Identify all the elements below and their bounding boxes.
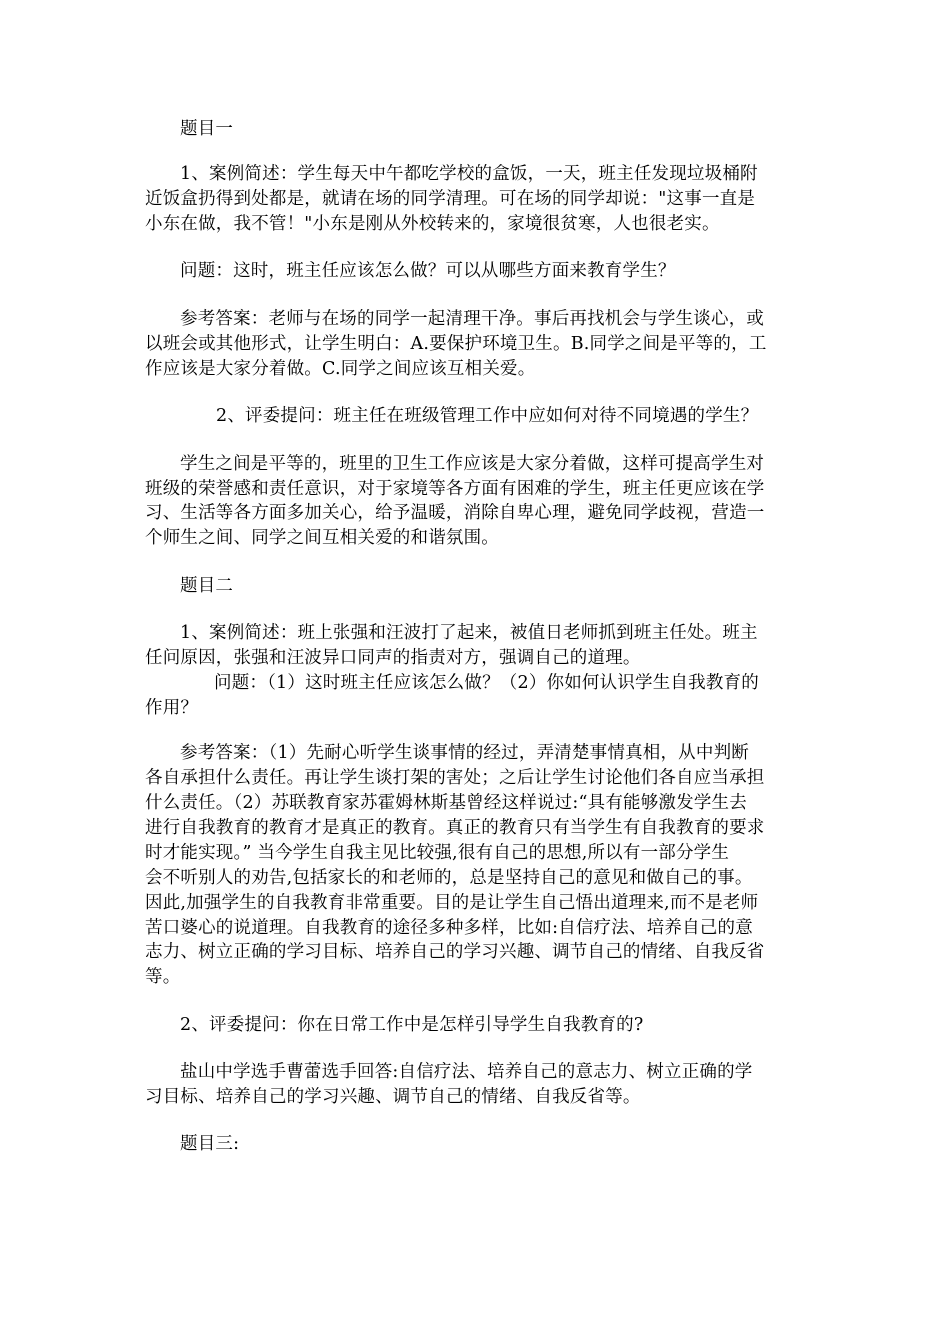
q1-answer-line-3: 作应该是大家分着做。C.同学之间应该互相关爱。 — [145, 359, 536, 379]
q1-case-line-3: 小东在做，我不管！"小东是刚从外校转来的，家境很贫寒，人也很老实。 — [145, 214, 720, 234]
q1-case-line-2: 近饭盒扔得到处都是，就请在场的同学清理。可在场的同学却说："这事一直是 — [145, 189, 756, 209]
q2-answer-line-6: 会不听别人的劝告,包括家长的和老师的，总是坚持自己的意见和做自己的事。 — [145, 868, 753, 888]
q2-reply-line-1: 盐山中学选手曹蕾选手回答:自信疗法、培养自己的意志力、树立正确的学 — [180, 1062, 753, 1082]
q2-answer-line-1: 参考答案：（1）先耐心听学生谈事情的经过，弄清楚事情真相，从中判断 — [180, 743, 749, 763]
q2-answer-line-10: 等。 — [145, 967, 181, 987]
q2-judge-question: 2、评委提问：你在日常工作中是怎样引导学生自我教育的? — [180, 1015, 644, 1035]
q1-answer-line-2: 以班会或其他形式，让学生明白：A.要保护环境卫生。B.同学之间是平等的，工 — [145, 334, 767, 354]
q2-answer-line-7: 因此,加强学生的自我教育非常重要。目的是让学生自己悟出道理来,而不是老师 — [145, 893, 759, 913]
section-heading-3: 题目三: — [180, 1134, 240, 1154]
q2-answer-line-8: 苦口婆心的说道理。自我教育的途径多种多样，比如:自信疗法、培养自己的意 — [145, 918, 753, 938]
q2-case-line-2: 任问原因，张强和汪波异口同声的指责对方，强调自己的道理。 — [145, 648, 641, 668]
q2-answer-line-9: 志力、树立正确的学习目标、培养自己的学习兴趣、调节自己的情绪、自我反省 — [145, 942, 765, 962]
q1-reply-line-1: 学生之间是平等的，班里的卫生工作应该是大家分着做，这样可提高学生对 — [180, 454, 765, 474]
q2-answer-line-3: 什么责任。（2）苏联教育家苏霍姆林斯基曾经这样说过:“具有能够激发学生去 — [145, 793, 747, 813]
q2-answer-line-5: 时才能实现。” 当今学生自我主见比较强,很有自己的思想,所以有一部分学生 — [145, 843, 730, 863]
q1-judge-question: 2、评委提问：班主任在班级管理工作中应如何对待不同境遇的学生？ — [216, 406, 759, 426]
q1-answer-line-1: 参考答案：老师与在场的同学一起清理干净。事后再找机会与学生谈心，或 — [180, 309, 765, 329]
q1-reply-line-4: 个师生之间、同学之间互相关爱的和谐氛围。 — [145, 528, 499, 548]
q2-answer-line-4: 进行自我教育的教育才是真正的教育。真正的教育只有当学生有自我教育的要求 — [145, 818, 765, 838]
q2-case-line-1: 1、案例简述：班上张强和汪波打了起来，被值日老师抓到班主任处。班主 — [180, 623, 758, 643]
q2-question-line-2: 作用？ — [145, 698, 199, 718]
section-heading-1: 题目一 — [180, 119, 234, 139]
q1-question: 问题：这时，班主任应该怎么做？可以从哪些方面来教育学生？ — [180, 261, 676, 281]
q1-case-line-1: 1、案例简述：学生每天中午都吃学校的盒饭，一天，班主任发现垃圾桶附 — [180, 164, 758, 184]
q1-reply-line-3: 习、生活等各方面多加关心，给予温暖，消除自卑心理，避免同学歧视，营造一 — [145, 503, 765, 523]
q2-reply-line-2: 习目标、培养自己的学习兴趣、调节自己的情绪、自我反省等。 — [145, 1087, 641, 1107]
q2-question-line-1: 问题：（1）这时班主任应该怎么做？（2）你如何认识学生自我教育的 — [214, 673, 759, 693]
q2-answer-line-2: 各自承担什么责任。再让学生谈打架的害处；之后让学生讨论他们各自应当承担 — [145, 768, 765, 788]
q1-reply-line-2: 班级的荣誉感和责任意识，对于家境等各方面有困难的学生，班主任更应该在学 — [145, 479, 765, 499]
section-heading-2: 题目二 — [180, 576, 234, 596]
